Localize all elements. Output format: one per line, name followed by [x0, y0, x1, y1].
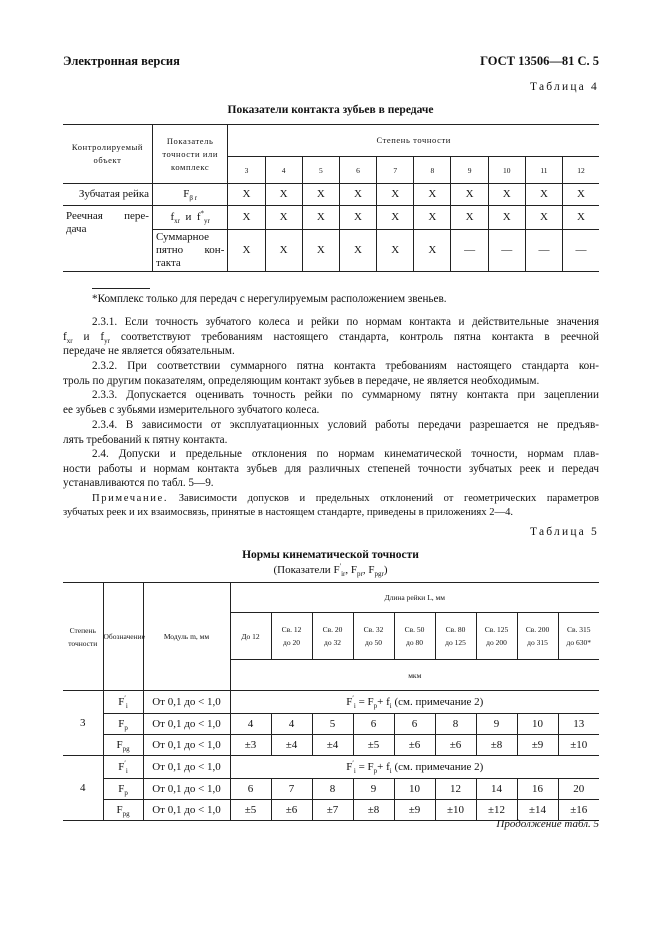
table4-footnote: *Комплекс только для передач с нерегулируемым расположением звеньев. [92, 293, 447, 305]
value-cell: 7 [271, 779, 312, 800]
value-cell: 12 [435, 779, 476, 800]
value-cell: X [265, 184, 302, 206]
module-cell: От 0,1 до < 1,0 [143, 756, 230, 779]
range-cell: Св. 315 до 630* [558, 613, 599, 660]
value-cell: ±14 [517, 800, 558, 821]
value-cell: 6 [394, 714, 435, 735]
note: Примечание. Зависимости допусков и предельных отклонений от геометрических параметров зубчатых реек и их взаимосвязь, принятые в настоящем стандарте, приведены в приложениях 2—4. [63, 493, 599, 518]
value-cell: X [377, 184, 414, 206]
value-cell: X [228, 230, 265, 272]
degree-cell: 3 [228, 157, 265, 184]
value-cell: X [302, 184, 339, 206]
value-cell: 4 [230, 714, 271, 735]
value-cell: ±5 [230, 800, 271, 821]
value-cell: X [525, 206, 562, 230]
value-cell: X [228, 184, 265, 206]
value-cell: X [414, 230, 451, 272]
degree-cell: 3 [63, 691, 103, 756]
value-cell: ±6 [271, 800, 312, 821]
value-cell: X [339, 230, 376, 272]
value-cell: ±4 [312, 735, 353, 756]
module-cell: От 0,1 до < 1,0 [143, 779, 230, 800]
value-cell: X [339, 184, 376, 206]
range-cell: Св. 32 до 50 [353, 613, 394, 660]
value-cell: ±5 [353, 735, 394, 756]
value-cell: X [488, 184, 525, 206]
value-cell: 4 [271, 714, 312, 735]
value-cell: ±3 [230, 735, 271, 756]
value-cell: X [488, 206, 525, 230]
range-cell: Св. 125 до 200 [476, 613, 517, 660]
paragraph-2-3-1: 2.3.1. Если точность зубчатого колеса и рейки по нормам контакта и действительные значения $f_{xr}$ и $f_{yr}$ соответствуют требованиям настоящего стандарта, контроль пятна контакта в реечной передаче не является обязательным. [63, 316, 600, 358]
degree-cell: 10 [488, 157, 525, 184]
value-cell: ±9 [517, 735, 558, 756]
value-cell: 10 [394, 779, 435, 800]
range-cell: До 12 [230, 613, 271, 660]
value-cell: X [414, 206, 451, 230]
range-cell: Св. 80 до 125 [435, 613, 476, 660]
header-right: ГОСТ 13506—81 С. 5 [480, 54, 599, 68]
designation-cell: $F_{pg}$ [103, 735, 143, 756]
row-indicator: Суммарное пятно кон- такта [152, 230, 227, 272]
footnote-rule [92, 288, 150, 289]
table4 [63, 124, 599, 272]
module-cell: От 0,1 до < 1,0 [143, 691, 230, 714]
value-cell: X [228, 206, 265, 230]
value-cell: ±10 [558, 735, 599, 756]
degree-cell: 11 [525, 157, 562, 184]
value-cell: ±8 [353, 800, 394, 821]
value-cell: — [488, 230, 525, 272]
table5-subtitle: (Показатели $F'_{ir}$, $F_{pr}$, $F_{pgr}$) [273, 562, 388, 579]
col-length-header: Длина рейки L, мм [230, 583, 599, 613]
col-designation-header: Обозначение [103, 583, 143, 691]
table5-continuation: Продолжение табл. 5 [496, 818, 599, 830]
value-cell: — [525, 230, 562, 272]
formula-cell: $F'_i = F_p+ f_i$ (см. примечание 2) [230, 691, 599, 714]
value-cell: 14 [476, 779, 517, 800]
degree-cell: 12 [563, 157, 599, 184]
value-cell: 10 [517, 714, 558, 735]
module-cell: От 0,1 до < 1,0 [143, 714, 230, 735]
header-left: Электронная версия [63, 54, 180, 68]
table5-title: Нормы кинематической точности [242, 549, 419, 561]
designation-cell: $F'_i$ [103, 756, 143, 779]
table4-title: Показатели контакта зубьев в передаче [227, 104, 434, 116]
value-cell: ±7 [312, 800, 353, 821]
degree-cell: 4 [63, 756, 103, 821]
value-cell: 9 [476, 714, 517, 735]
paragraph-2-3-3: 2.3.3. Допускается оценивать точность рейки по суммарному пятну контакта при зацеплении ее зубьев с зубьями измерительного зубчатого колеса. [63, 389, 599, 416]
row-indicator: $F_{\beta r}$ [152, 184, 227, 206]
formula-cell: $F'_i = F_p+ f_i$ (см. примечание 2) [230, 756, 599, 779]
value-cell: 6 [230, 779, 271, 800]
value-cell: 8 [435, 714, 476, 735]
col-indicator-header: Показатель точности или комплекс [152, 125, 227, 184]
value-cell: ±4 [271, 735, 312, 756]
value-cell: X [451, 184, 488, 206]
value-cell: 16 [517, 779, 558, 800]
unit-cell: мкм [230, 660, 599, 691]
value-cell: ±8 [476, 735, 517, 756]
value-cell: — [451, 230, 488, 272]
designation-cell: $F_p$ [103, 779, 143, 800]
row-object: Зубчатая рейка [63, 184, 152, 206]
degree-cell: 6 [339, 157, 376, 184]
module-cell: От 0,1 до < 1,0 [143, 800, 230, 821]
range-cell: Св. 20 до 32 [312, 613, 353, 660]
value-cell: X [414, 184, 451, 206]
range-cell: Св. 200 до 315 [517, 613, 558, 660]
designation-cell: $F_p$ [103, 714, 143, 735]
value-cell: 6 [353, 714, 394, 735]
value-cell: 5 [312, 714, 353, 735]
degree-cell: 4 [265, 157, 302, 184]
value-cell: X [563, 184, 599, 206]
value-cell: ±12 [476, 800, 517, 821]
value-cell: — [563, 230, 599, 272]
degree-cell: 7 [377, 157, 414, 184]
value-cell: ±16 [558, 800, 599, 821]
degree-cell: 9 [451, 157, 488, 184]
value-cell: X [265, 230, 302, 272]
col-module-header: Модуль m, мм [143, 583, 230, 691]
col-degree-header: Степень точности [228, 125, 599, 157]
row-object: Реечная пере- дача [63, 206, 152, 272]
value-cell: 8 [312, 779, 353, 800]
table4-label: Таблица 4 [530, 81, 599, 93]
range-cell: Св. 50 до 80 [394, 613, 435, 660]
value-cell: 9 [353, 779, 394, 800]
col-object-header: Контролируемый объект [63, 125, 152, 184]
value-cell: X [302, 206, 339, 230]
paragraph-2-4: 2.4. Допуски и предельные отклонения по нормам кинематической точности, нормам плав- ности работы и нормам контакта зубьев для различных степеней точности зубчатых реек и передач устанавливаются по табл. 5—9. [63, 448, 599, 490]
paragraph-2-3-2: 2.3.2. При соответствии суммарного пятна контакта требованиям настоящего стандарта кон- троль по другим показателям, определяющим контакт зубьев в передаче, не является необходимым. [63, 360, 599, 387]
table5 [63, 582, 599, 821]
value-cell: ±9 [394, 800, 435, 821]
value-cell: X [377, 206, 414, 230]
degree-cell: 5 [302, 157, 339, 184]
value-cell: X [377, 230, 414, 272]
designation-cell: $F_{pg}$ [103, 800, 143, 821]
value-cell: 13 [558, 714, 599, 735]
degree-cell: 8 [414, 157, 451, 184]
value-cell: ±10 [435, 800, 476, 821]
row-indicator: $f_{xr}$ и $f^*_{yr}$ [152, 206, 227, 230]
value-cell: X [525, 184, 562, 206]
designation-cell: $F'_i$ [103, 691, 143, 714]
value-cell: X [265, 206, 302, 230]
col-degree-header: Степень точности [63, 583, 103, 691]
value-cell: 20 [558, 779, 599, 800]
value-cell: X [302, 230, 339, 272]
module-cell: От 0,1 до < 1,0 [143, 735, 230, 756]
value-cell: X [451, 206, 488, 230]
value-cell: ±6 [394, 735, 435, 756]
value-cell: ±6 [435, 735, 476, 756]
table5-label: Таблица 5 [530, 526, 599, 538]
value-cell: X [563, 206, 599, 230]
value-cell: X [339, 206, 376, 230]
range-cell: Св. 12 до 20 [271, 613, 312, 660]
paragraph-2-3-4: 2.3.4. В зависимости от эксплуатационных условий работы передачи разрешается не предъяв- лять требований к пятну контакта. [63, 419, 599, 446]
